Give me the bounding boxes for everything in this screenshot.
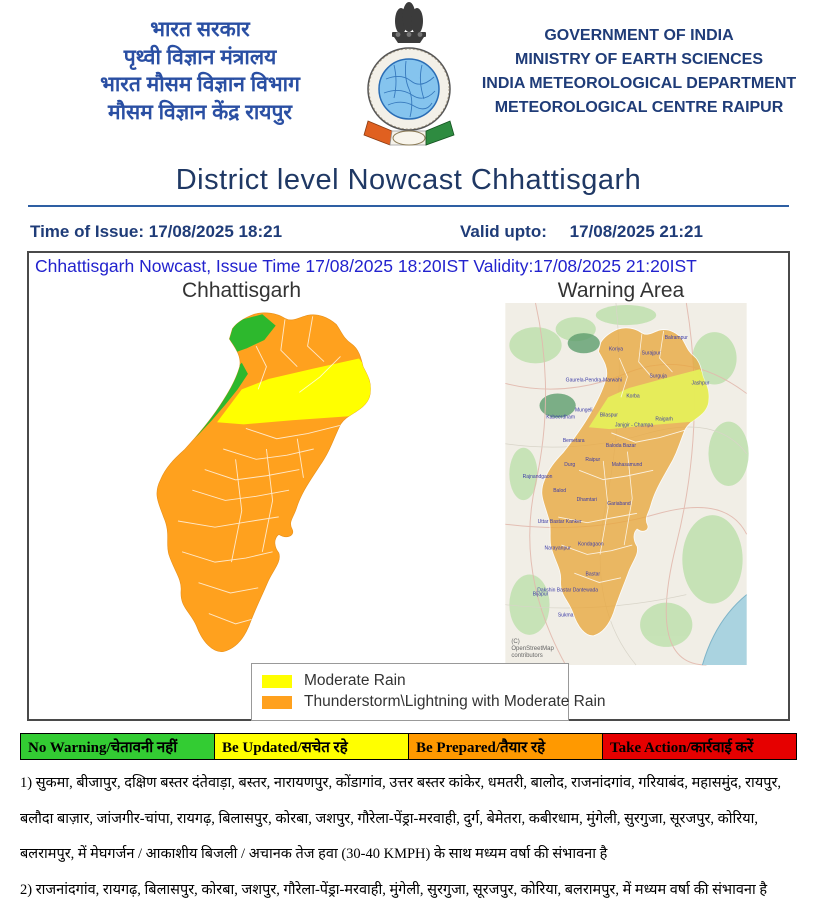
warning-scale-cell: Be Prepared/तैयार रहे [409,733,603,760]
hindi-line: भारत सरकार [150,18,250,41]
legend-label: Moderate Rain [304,672,406,689]
attribution-line: (C) [511,638,520,645]
district-label: Balod [553,488,567,495]
right-map-title: Warning Area [557,279,685,302]
district-label: Mungeli [574,407,593,414]
hindi-line: मौसम विज्ञान केंद्र रायपुर [108,101,292,125]
chhattisgarh-warning-map [57,305,445,665]
district-label: Korba [626,393,640,400]
english-department-lines [468,24,810,120]
district-label: Koriya [608,346,624,353]
time-of-issue-value: 17/08/2025 18:21 [148,222,283,241]
attribution-line: OpenStreetMap [511,645,554,652]
forecast-notes [20,766,797,908]
english-line: MINISTRY OF EARTH SCIENCES [514,51,764,68]
district-label: Narayanpur [544,545,571,552]
district-label: Rajnandgaon [522,473,553,480]
legend-label: Thunderstorm\Lightning with Moderate Rain [304,693,606,710]
legend-swatch [262,696,292,709]
district-label: Surguja [649,373,667,380]
imd-logo-graphic [356,3,462,157]
map-legend [251,663,606,721]
legend-row [262,672,558,690]
district-label: Kabeerdham [546,414,576,421]
time-of-issue-label: Time of Issue: [30,222,144,241]
district-label: Kondagaon [577,541,604,548]
district-label: Sukma [557,612,574,619]
district-label: Jashpur [691,380,710,387]
district-label: Raigarh [655,416,674,423]
warning-scale-bar [20,733,797,760]
ashoka-emblem-icon [392,2,426,43]
imd-logo [356,3,462,157]
hindi-department-lines [52,16,348,127]
district-label: Raipur [585,456,601,463]
district-label: Dakshin Bastar Dantewada [537,587,599,594]
valid-upto-label: Valid upto: [460,222,547,241]
attribution-line: contributors [511,652,543,659]
warning-scale-cell: No Warning/चेतावनी नहीं [20,733,215,760]
warning-area-map [505,303,747,665]
district-label: Balrampur [664,335,688,342]
map-panel-header: Chhattisgarh Nowcast, Issue Time 17/08/2025 18:20IST Validity:17/08/2025 21:20IST [35,256,697,276]
hindi-line: पृथ्वी विज्ञान मंत्रालय [123,45,277,69]
english-line: GOVERNMENT OF INDIA [544,27,734,44]
legend-row [262,693,606,711]
district-label: Janjgir - Champa [614,422,654,429]
district-label: Baloda Bazar [605,442,637,449]
district-label: Gaurela-Pendra-Marwahi [565,377,622,384]
time-of-issue [30,222,282,242]
district-label: Bijapur [532,591,549,598]
district-label: Uttar Bastar Kanker [537,519,582,526]
english-line: METEOROLOGICAL CENTRE RAIPUR [494,99,784,116]
district-label: Durg [564,461,576,468]
district-label: Bilaspur [599,412,618,419]
district-label: Gariaband [607,501,631,508]
legend-swatch [262,675,292,688]
valid-upto [460,222,703,242]
warning-scale-cell: Take Action/कार्रवाई करें [603,733,797,760]
hindi-line: भारत मौसम विज्ञान विभाग [100,73,300,97]
district-label: Surajpur [641,350,661,357]
district-label: Bemetara [562,437,585,444]
valid-upto-value: 17/08/2025 21:21 [569,222,703,241]
issue-validity-row [0,207,817,251]
district-label: Bastar [585,571,601,578]
english-line: INDIA METEOROLOGICAL DEPARTMENT [481,75,797,92]
left-map-title: Chhattisgarh [181,279,302,302]
nowcast-map-panel [27,251,790,721]
warning-scale-cell: Be Updated/सचेत रहे [215,733,409,760]
district-label: Dhamtari [576,497,597,504]
forecast-note: 1) सुकमा, बीजापुर, दक्षिण बस्तर दंतेवाड़ा, बस्तर, नारायणपुर, कोंडागांव, उत्तर बस्तर कांकेर, धमतरी, बालोद, राजनांदगांव, गरियाबंद, महासमुंद, रायपुर, बलौदा बाज़ार, जांजगीर-चांपा, रायगढ़, बिलासपुर, कोरबा, जशपुर, गौरेला-पेंड्रा-मरवाही, दुर्ग, बेमेतरा, कबीरधाम, मुंगेली, सुरगुजा, सूरजपुर, कोरिया, बलरामपुर, में मेघगर्जन / आकाशीय बिजली / अचानक तेज हवा (30-40 KMPH) के साथ मध्यम वर्षा की संभावना है [20,775,782,863]
page-title: District level Nowcast Chhattisgarh [175,164,642,196]
forecast-note: 2) राजनांदगांव, रायगढ़, बिलासपुर, कोरबा, जशपुर, गौरेला-पेंड्रा-मरवाही, मुंगेली, सुरगुजा, सूरजपुर, कोरिया, बलरामपुर, में मध्यम वर्षा की संभावना है [20,881,768,898]
district-label: Mahasamund [611,461,643,468]
header [0,0,817,160]
